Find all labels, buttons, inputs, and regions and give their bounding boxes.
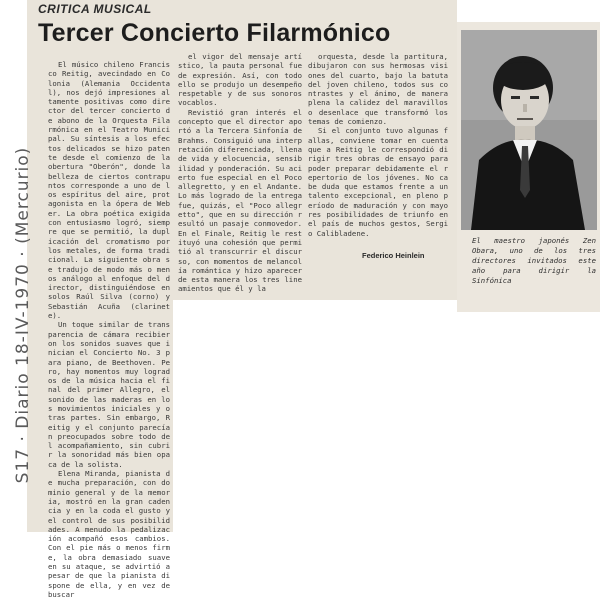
photo-caption: El maestro japonés Zen Obara, uno de los tres directores invitados este año para dirigir la Sinfónica <box>472 236 596 285</box>
column-2-paragraph: Revistió gran interés el concepto que el director aportó a la Tercera Sinfonía de Brahms. Consiguió una interpretación diferenciada, llena de vida y elocuencia, sensibilidad y ponderación. Su acierto fue especial en el Poco allegretto, y en el Andante. Lo más logrado de la entrega fue, quizás, el "Poco allegretto", que en su dirección resultó un pasaje conmovedor. En el Finale, Reitig le restituyó una cohesión que permitió al transcurrir el discurso, con momentos de melancolía romántica y hizo aparecer de esta manera los tres lineamientos que él y la <box>178 107 302 294</box>
article-column-1 <box>48 60 170 599</box>
column-3-paragraph: orquesta, desde la partitura, dibujaron con sus hermosas visiones del cuarto, bajo la batuta del joven chileno, todos sus contrastes y el ánimo, de manera plena la calidez del maravilloso desenlace que transformó los temas de comienzo. <box>308 52 448 127</box>
column-1-paragraph: Un toque similar de transparencia de cámara recibieron los sonidos suaves que inician el Concierto No. 3 para piano, de Beethoven. Pero, hay momentos muy logrados de la música hacia el final del primer Allegro, el sonido de las maderas en los movimientos iniciales y otras partes. Sin embargo, Reitig y el conjunto parecían preocupados sobre todo del acompañamiento, sin cubrir la sonoridad más bien opaca de la solista. <box>48 320 170 469</box>
section-label: CRITICA MUSICAL <box>38 2 152 16</box>
article-headline: Tercer Concierto Filarmónico <box>38 19 391 47</box>
author-signature: Federico Heinlein <box>362 251 425 260</box>
handwritten-annotation <box>2 110 36 520</box>
column-1-paragraph: El músico chileno Francisco Reitig, avecindado en Colonia (Alemania Occidental), nos dejó impresiones altamente positivas como director del tercer concierto de abono de la Orquesta Filarmónica en el Teatro Municipal. Su síntesis a los efectos delicados se hizo patente desde el comienzo de la obertura "Oberón", donde la belleza de ciertos contrapuntos corresponde a uno de los espíritus del aire, protagonista en la ópera de Weber. La obra poética exigida con entusiasmo logró, siempre que se permitió, la duplicación del cromatismo por los metales, de forma tradicional. La siguiente obra se tradujo de modo más o menos análogo al enfoque del director, distinguiéndose en solos Raúl Silva (corno) y Sebastián Acuña (clarinete). <box>48 60 170 321</box>
column-2-paragraph: el vigor del mensaje artístico, la pauta personal fue de expresión. Así, con todo ello se produjo un desempeño respetable y de sus sonoros vocablos. <box>178 52 302 108</box>
conductor-portrait-icon <box>461 30 597 230</box>
column-3-paragraph: Si el conjunto tuvo algunas fallas, conviene tomar en cuenta que a Reitig le correspondió dirigir tres obras de ensayo para poder preparar debidamente el repertorio de los jóvenes. No cabe duda que estamos frente a un talento excepcional, en pleno período de maduración y con mayores posibilidades de triunfo en el país de muchos gestos, Sergio Calibladene. <box>308 126 448 238</box>
article-column-3 <box>308 52 448 244</box>
handwritten-date-note: S17 · Diario 18-IV-1970 · (Mercurio) <box>13 146 33 484</box>
conductor-photo <box>461 30 597 230</box>
article-column-2 <box>178 52 302 294</box>
column-1-paragraph: Elena Miranda, pianista de mucha preparación, con dominio general y de la memoria, mostró en la gran cadencia y en la coda el gusto y el control de sus posibilidades. A menudo la pedalización acompañó esos cambios. Con el pie más o menos firme, la obra demasiado suave en su ataque, se advirtió a pesar de que la pianista dispone de ella, y en vez de buscar <box>48 469 170 599</box>
